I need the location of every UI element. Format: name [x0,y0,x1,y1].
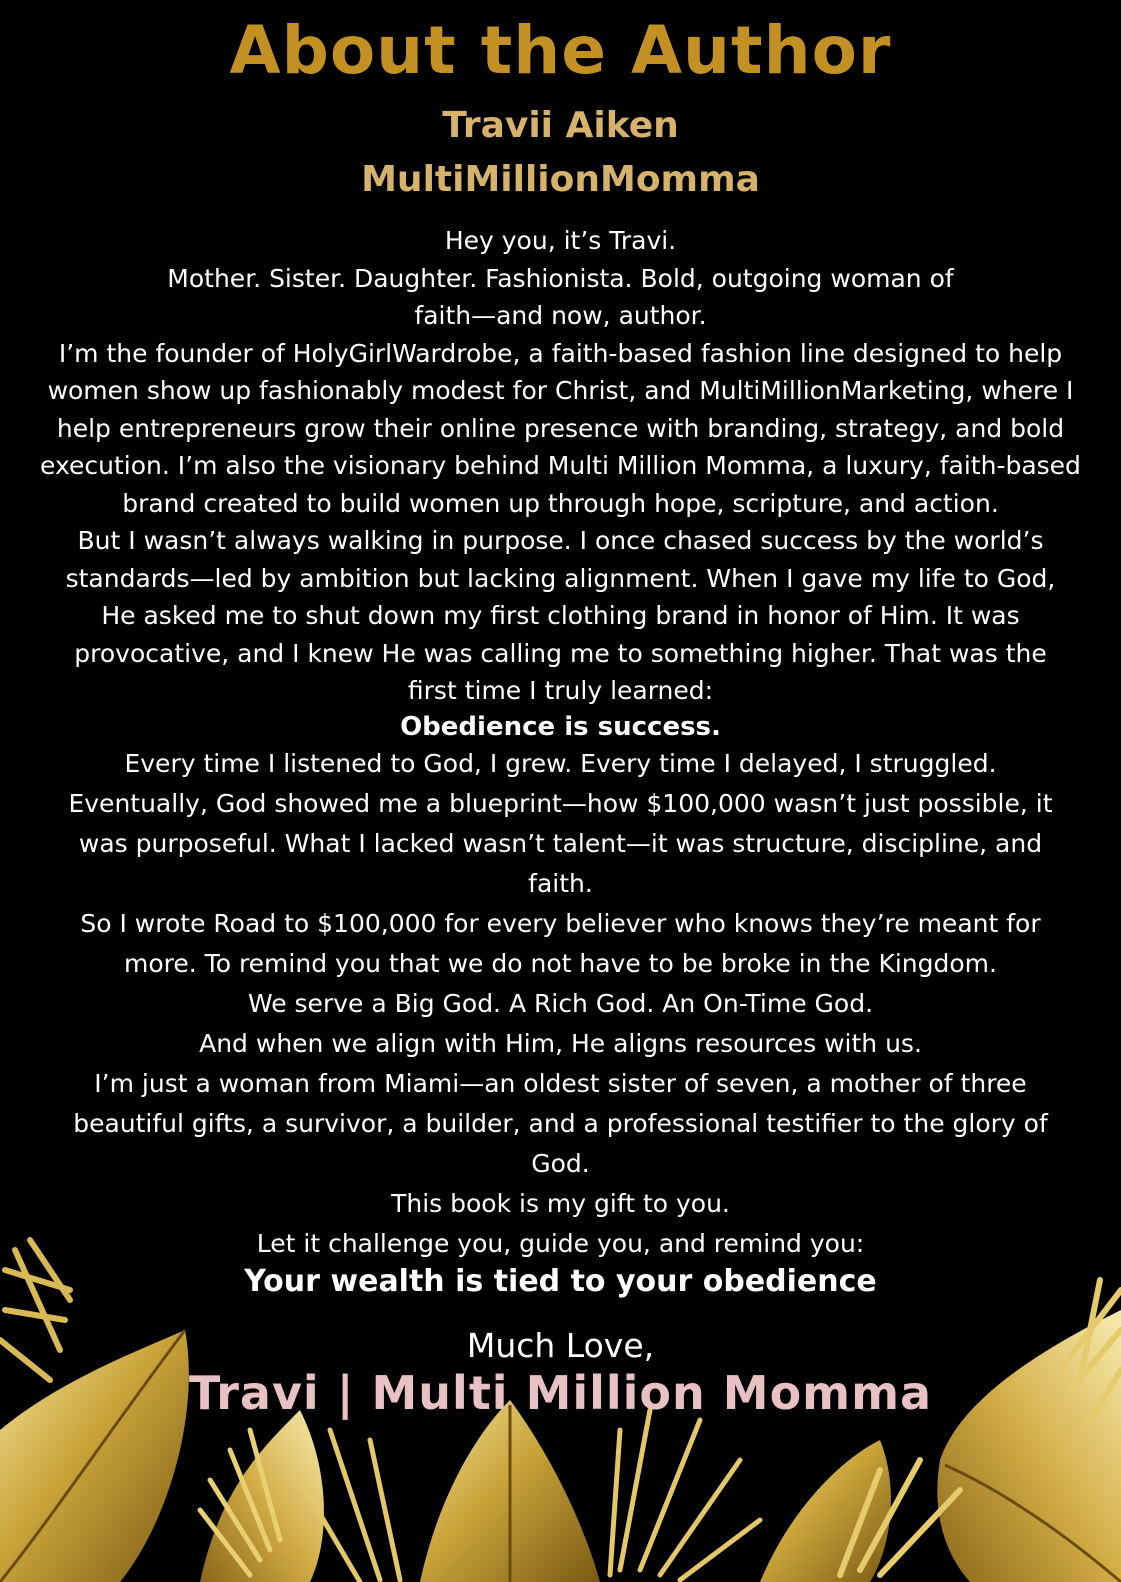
align-text: And when we align with Him, He aligns resources with us. [199,1028,922,1058]
lesson-text: Obedience is success. [400,711,721,742]
story-paragraph: But I wasn’t always walking in purpose. I once chased success by the world’s standards—led by ambition but lacking alignment. When I gave my life to God, He asked me to shut down my first clothing brand in honor of Him. It was provocative, and I knew He was calling me to something higher. That was the first time I truly learned: [65,526,1056,705]
gift-text: This book is my gift to you. [391,1188,730,1218]
greeting-text: Hey you, it’s Travi. [444,226,677,255]
purpose-paragraph: So I wrote Road to $100,000 for every believer who knows they’re meant for more. To remind you that we do not have to be broke in the Kingdom. [80,908,1041,978]
signature-text: Travi | Multi Million Momma [188,1366,933,1420]
author-handle: MultiMillionMomma [361,159,760,200]
closing-text: Much Love, [466,1326,655,1365]
author-name: Travii Aiken [442,105,679,146]
bio-paragraph: I’m the founder of HolyGirlWardrobe, a faith-based fashion line designed to help women show up fashionably modest for Christ, and MultiMillionMarketing, where I help entrepreneurs grow their online presence with branding, strategy, and bold execution. I’m also the visionary behind Multi Million Momma, a luxury, faith-based brand created to build women up through hope, scripture, and action. [40,338,1081,518]
growth-paragraph: Every time I listened to God, I grew. Every time I delayed, I struggled. Eventually, God showed me a blueprint—how $100,000 wasn’t just possible, it was purposeful. What I lacked wasn’t talent—it was structure, discipline, and faith. [68,748,1053,898]
center-leaf-cluster [300,1400,760,1582]
right-leaf-cluster [760,1280,1121,1582]
god-text: We serve a Big God. A Rich God. An On-Time God. [247,988,874,1018]
tagline-text: Your wealth is tied to your obedience [244,1263,877,1299]
author-bio [40,222,1081,1300]
page-title: About the Author [229,12,892,89]
challenge-text: Let it challenge you, guide you, and remind you: [256,1228,865,1258]
origin-paragraph: I’m just a woman from Miami—an oldest sister of seven, a mother of three beautiful gifts, a survivor, a builder, and a professional testifier to the glory of God. [73,1068,1048,1178]
roles-text: Mother. Sister. Daughter. Fashionista. Bold, outgoing woman of faith—and now, author. [167,263,954,330]
